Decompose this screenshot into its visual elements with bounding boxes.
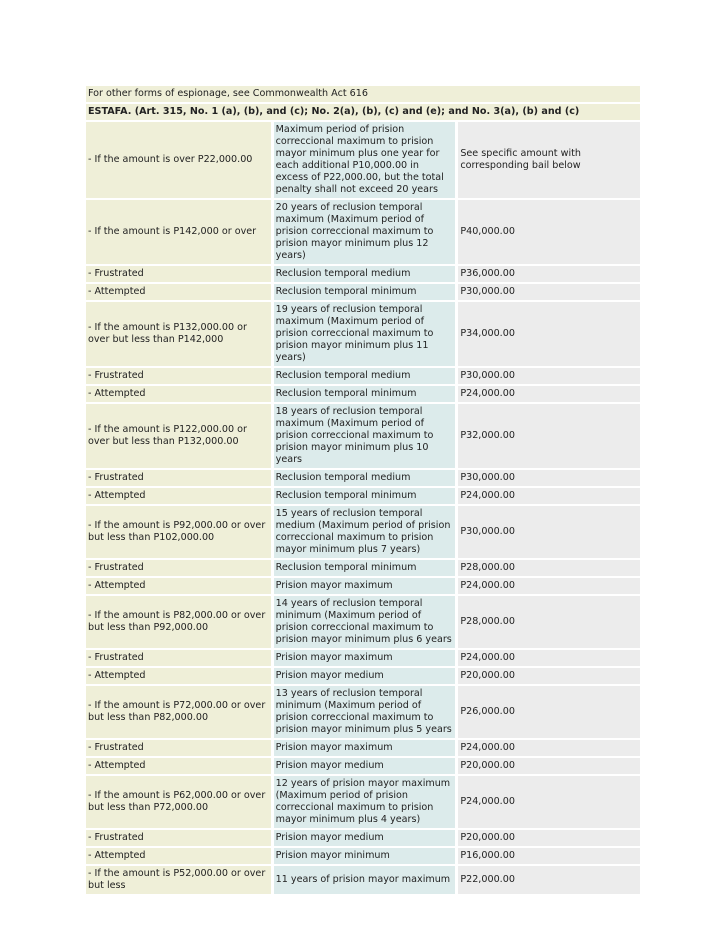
table-row — [86, 266, 640, 282]
bail-cell: P36,000.00 — [455, 266, 640, 282]
table-row — [86, 488, 640, 504]
penalty-cell: Reclusion temporal minimum — [271, 386, 456, 402]
bail-cell: P30,000.00 — [455, 368, 640, 384]
penalty-cell: 11 years of prision mayor maximum — [271, 866, 456, 894]
offense-cell: - Frustrated — [86, 470, 271, 486]
table-row — [86, 596, 640, 648]
bail-cell: P24,000.00 — [455, 386, 640, 402]
bail-schedule-document — [86, 84, 640, 891]
table-row — [86, 740, 640, 756]
penalty-cell: Prision mayor medium — [271, 758, 456, 774]
bail-cell: P28,000.00 — [455, 560, 640, 576]
offense-cell: - If the amount is P132,000.00 or over but less than P142,000 — [86, 302, 271, 366]
bail-cell: P16,000.00 — [455, 848, 640, 864]
offense-cell: - Frustrated — [86, 740, 271, 756]
bail-cell: P20,000.00 — [455, 758, 640, 774]
offense-cell: - Attempted — [86, 386, 271, 402]
offense-cell: - Frustrated — [86, 830, 271, 846]
penalty-cell: 13 years of reclusion temporal minimum (Maximum period of prision correccional maximum to prision mayor minimum plus 5 years — [271, 686, 456, 738]
offense-cell: - If the amount is P122,000.00 or over but less than P132,000.00 — [86, 404, 271, 468]
offense-cell: - If the amount is P92,000.00 or over but less than P102,000.00 — [86, 506, 271, 558]
bail-cell: P26,000.00 — [455, 686, 640, 738]
note-row — [86, 86, 640, 102]
penalty-cell: 20 years of reclusion temporal maximum (Maximum period of prision correccional maximum to prision mayor minimum plus 12 years) — [271, 200, 456, 264]
offense-cell: - Attempted — [86, 284, 271, 300]
table-row — [86, 284, 640, 300]
table-row — [86, 776, 640, 828]
penalty-cell: 18 years of reclusion temporal maximum (Maximum period of prision correccional maximum to prision mayor minimum plus 10 years — [271, 404, 456, 468]
bail-cell: P40,000.00 — [455, 200, 640, 264]
penalty-cell: Reclusion temporal minimum — [271, 284, 456, 300]
offense-cell: - Frustrated — [86, 368, 271, 384]
penalty-cell: 15 years of reclusion temporal medium (Maximum period of prision correccional maximum to prision mayor minimum plus 7 years) — [271, 506, 456, 558]
offense-cell: - Frustrated — [86, 560, 271, 576]
bail-cell: P24,000.00 — [455, 776, 640, 828]
penalty-cell: Reclusion temporal minimum — [271, 488, 456, 504]
offense-cell: - Attempted — [86, 668, 271, 684]
table-row — [86, 200, 640, 264]
offense-cell: - If the amount is P52,000.00 or over but less — [86, 866, 271, 894]
offense-cell: - Frustrated — [86, 650, 271, 666]
table-row — [86, 758, 640, 774]
bail-cell: P28,000.00 — [455, 596, 640, 648]
table-row — [86, 686, 640, 738]
table-row — [86, 404, 640, 468]
bail-cell: P20,000.00 — [455, 830, 640, 846]
table-row — [86, 368, 640, 384]
offense-cell: - Attempted — [86, 758, 271, 774]
offense-cell: - Attempted — [86, 488, 271, 504]
table-row — [86, 848, 640, 864]
offense-cell: - If the amount is over P22,000.00 — [86, 122, 271, 198]
bail-cell: P32,000.00 — [455, 404, 640, 468]
penalty-cell: Maximum period of prision correccional maximum to prision mayor minimum plus one year for each additional P10,000.00 in excess of P22,000.00, but the total penalty shall not exceed 20 years — [271, 122, 456, 198]
table-row — [86, 122, 640, 198]
penalty-cell: 14 years of reclusion temporal minimum (Maximum period of prision correccional maximum to prision mayor minimum plus 6 years — [271, 596, 456, 648]
bail-cell: P30,000.00 — [455, 470, 640, 486]
bail-table — [86, 84, 640, 896]
offense-cell: - Attempted — [86, 848, 271, 864]
table-row — [86, 560, 640, 576]
table-row — [86, 668, 640, 684]
espionage-note: For other forms of espionage, see Commonwealth Act 616 — [86, 86, 640, 102]
table-row — [86, 470, 640, 486]
bail-cell: P24,000.00 — [455, 740, 640, 756]
table-row — [86, 578, 640, 594]
penalty-cell: Prision mayor medium — [271, 668, 456, 684]
bail-cell: P22,000.00 — [455, 866, 640, 894]
table-row — [86, 386, 640, 402]
bail-cell: P30,000.00 — [455, 506, 640, 558]
penalty-cell: Prision mayor maximum — [271, 578, 456, 594]
section-row — [86, 104, 640, 120]
penalty-cell: Prision mayor maximum — [271, 740, 456, 756]
section-title: ESTAFA. (Art. 315, No. 1 (a), (b), and (c); No. 2(a), (b), (c) and (e); and No. 3(a), (b) and (c) — [86, 104, 640, 120]
penalty-cell: Prision mayor medium — [271, 830, 456, 846]
table-row — [86, 506, 640, 558]
table-row — [86, 650, 640, 666]
bail-cell: P24,000.00 — [455, 578, 640, 594]
offense-cell: - If the amount is P82,000.00 or over but less than P92,000.00 — [86, 596, 271, 648]
bail-cell: P34,000.00 — [455, 302, 640, 366]
penalty-cell: Reclusion temporal minimum — [271, 560, 456, 576]
offense-cell: - If the amount is P142,000 or over — [86, 200, 271, 264]
offense-cell: - Attempted — [86, 578, 271, 594]
penalty-cell: 12 years of prision mayor maximum (Maximum period of prision correccional maximum to prision mayor minimum plus 4 years) — [271, 776, 456, 828]
offense-cell: - Frustrated — [86, 266, 271, 282]
bail-cell: P24,000.00 — [455, 488, 640, 504]
offense-cell: - If the amount is P72,000.00 or over but less than P82,000.00 — [86, 686, 271, 738]
bail-cell: See specific amount with corresponding bail below — [455, 122, 640, 198]
offense-cell: - If the amount is P62,000.00 or over but less than P72,000.00 — [86, 776, 271, 828]
table-row — [86, 866, 640, 894]
penalty-cell: Reclusion temporal medium — [271, 470, 456, 486]
bail-cell: P24,000.00 — [455, 650, 640, 666]
penalty-cell: Prision mayor minimum — [271, 848, 456, 864]
penalty-cell: Reclusion temporal medium — [271, 266, 456, 282]
table-row — [86, 830, 640, 846]
penalty-cell: Reclusion temporal medium — [271, 368, 456, 384]
bail-cell: P20,000.00 — [455, 668, 640, 684]
bail-cell: P30,000.00 — [455, 284, 640, 300]
table-row — [86, 302, 640, 366]
penalty-cell: 19 years of reclusion temporal maximum (Maximum period of prision correccional maximum to prision mayor minimum plus 11 years) — [271, 302, 456, 366]
penalty-cell: Prision mayor maximum — [271, 650, 456, 666]
